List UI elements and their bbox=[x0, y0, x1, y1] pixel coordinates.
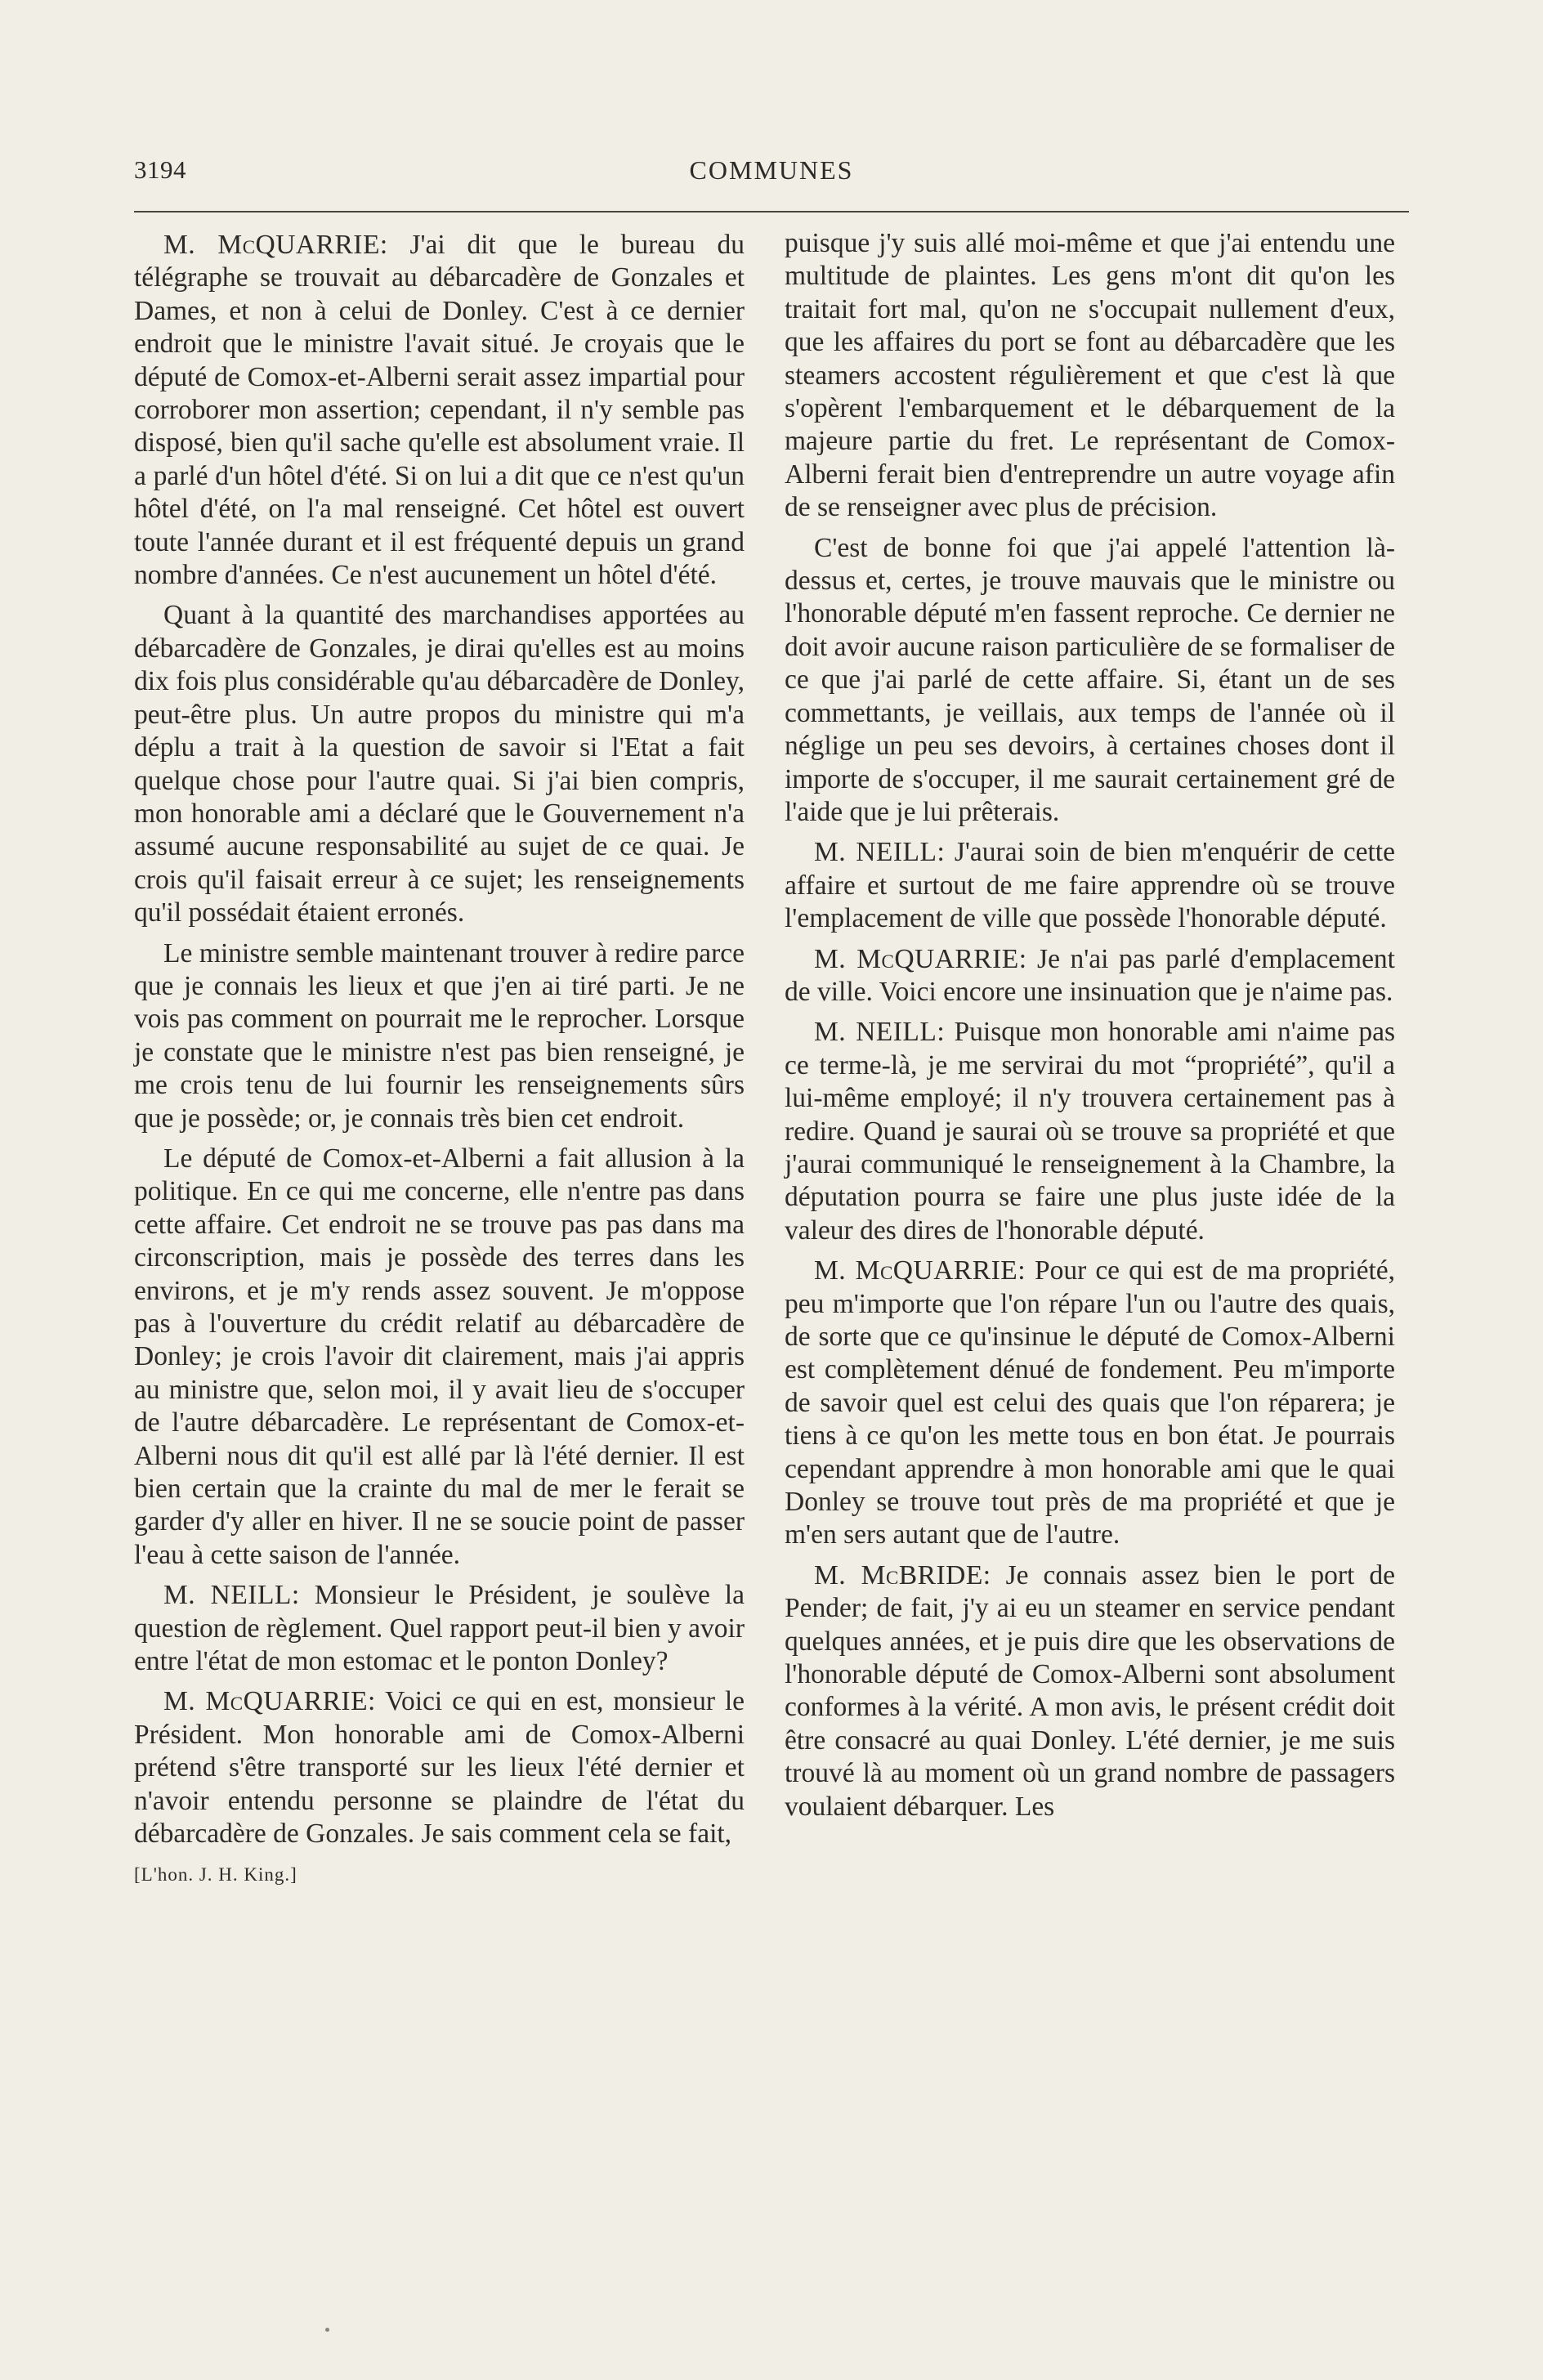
left-column bbox=[134, 229, 745, 1899]
paragraph-text: Pour ce qui est de ma propriété, peu m'importe que l'on répare l'un ou l'autre des quais, de sorte que ce qu'insinue le député de Comox-Alberni est complètement dénué de fondement. Peu m'importe de savoir quel est celui des quais que l'on réparera; je tiens à ce qu'on les mette tous en bon état. Je pourrais cependant apprendre à mon honorable ami que le quai Donley se trouve tout près de ma propriété et que je m'en sers autant que de l'autre. bbox=[785, 1255, 1395, 1550]
paragraph: Quant à la quantité des marchandises apportées au débarcadère de Gonzales, je dirai qu'elles est au moins dix fois plus considérable qu'au débarcadère de Donley, peut-être plus. Un autre propos du ministre qui m'a déplu a trait à la question de savoir si l'Etat a fait quelque chose pour l'autre quai. Si j'ai bien compris, mon honorable ami a déclaré que le Gouvernement n'a assumé aucune responsabilité au sujet de ce quai. Je crois qu'il faisait erreur à ce sujet; les renseignements qu'il possédait étaient erronés. bbox=[134, 600, 745, 928]
paragraph: C'est de bonne foi que j'ai appelé l'attention là-dessus et, certes, je trouve mauvais que le ministre ou l'honorable député m'en fassent reproche. Ce dernier ne doit avoir aucune raison particulière de se formaliser de ce que j'ai parlé de cette affaire. Si, étant un de ses commettants, je veillais, aux temps de l'année où il néglige un peu ses devoirs, à certaines choses dont il importe de s'occuper, il me saurait certainement gré de l'aide que je lui prêterais. bbox=[785, 532, 1395, 827]
paragraph bbox=[134, 1579, 745, 1678]
header-rule bbox=[134, 211, 1409, 212]
paragraph-text: J'aurai soin de bien m'enquérir de cette affaire et surtout de me faire apprendre où se trouve l'emplacement de ville que possède l'honorable député. bbox=[785, 837, 1395, 934]
speaker-name: M. McQUARRIE: bbox=[814, 1255, 1026, 1286]
paragraph: Le député de Comox-et-Alberni a fait allusion à la politique. En ce qui me concerne, elle n'entre pas dans cette affaire. Cet endroit ne se trouve pas pas dans ma circonscription, mais je possède des terres dans les environs, et je m'y rends assez souvent. Je m'oppose pas à l'ouverture du crédit relatif au débarcadère de Donley; je crois l'avoir dit clairement, mais j'ai appris au ministre que, selon moi, il y avait lieu de s'occuper de l'autre débarcadère. Le représentant de Comox-et-Alberni nous dit qu'il est allé par là l'été dernier. Il est bien certain que la crainte du mal de mer le ferait se garder d'y aller en hiver. Il ne se soucie point de passer l'eau à cette saison de l'année. bbox=[134, 1143, 745, 1570]
paragraph-text: J'ai dit que le bureau du télégraphe se trouvait au débarcadère de Gonzales et Dames, et non à celui de Donley. C'est à ce dernier endroit que le ministre l'avait situé. Je croyais que le député de Comox-et-Alberni serait assez impartial pour corroborer mon assertion; cependant, il n'y semble pas disposé, bien qu'il sache qu'elle est absolument vraie. Il a parlé d'un hôtel d'été. Si on lui a dit que ce n'est qu'un hôtel d'été, on l'a mal renseigné. Cet hôtel est ouvert toute l'année durant et il est fréquenté depuis un grand nombre d'années. Ce n'est aucunement un hôtel d'été. bbox=[134, 230, 745, 591]
speaker-name: M. NEILL: bbox=[814, 837, 946, 868]
paragraph bbox=[785, 836, 1395, 935]
right-column bbox=[785, 227, 1395, 1831]
paragraph-text: Monsieur le Président, je soulève la question de règlement. Quel rapport peut-il bien y avoir entre l'état de mon estomac et le ponton Donley? bbox=[134, 1580, 745, 1677]
speaker-name: M. McBRIDE: bbox=[814, 1559, 991, 1590]
speaker-name: M. McQUARRIE: bbox=[814, 943, 1027, 974]
running-head: COMMUNES bbox=[689, 155, 854, 185]
paragraph: Le ministre semble maintenant trouver à redire parce que je connais les lieux et que j'en ai tiré parti. Je ne vois pas comment on pourrait me le reprocher. Lorsque je constate que le ministre n'est pas bien renseigné, je me crois tenu de lui fournir les renseignements sûrs que je possède; or, je connais très bien cet endroit. bbox=[134, 937, 745, 1134]
paragraph: puisque j'y suis allé moi-même et que j'ai entendu une multitude de plaintes. Les gens m'ont dit qu'on les traitait fort mal, qu'on ne s'occupait nullement d'eux, que les affaires du port se font au débarcadère que les steamers accostent régulièrement et que c'est là que s'opèrent l'embarquement et le débarquement de la majeure partie du fret. Le représentant de Comox-Alberni ferait bien d'entreprendre un autre voyage afin de se renseigner avec plus de précision. bbox=[785, 228, 1395, 523]
paragraph bbox=[134, 229, 745, 592]
paragraph-text: Voici ce qui en est, monsieur le Président. Mon honorable ami de Comox-Alberni prétend s'être transporté sur les lieux l'été dernier et n'avoir entendu personne se plaindre de l'état du débarcadère de Gonzales. Je sais comment cela se fait, bbox=[134, 1686, 745, 1850]
paragraph-text: Puisque mon honorable ami n'aime pas ce terme-là, je me servirai du mot “propriété”, qu'il a lui-même employé; il n'y trouvera certainement pas à redire. Quand je saurai où se trouve sa propriété et que j'aurai communiqué le renseignement à la Chambre, la députation pourra se faire une plus juste idée de la valeur des dires de l'honorable député. bbox=[785, 1017, 1395, 1246]
footer-note: [L'hon. J. H. King.] bbox=[134, 1863, 297, 1885]
speaker-name: M. NEILL: bbox=[814, 1017, 946, 1048]
page-header bbox=[134, 155, 1409, 196]
speaker-name: M. McQUARRIE: bbox=[163, 230, 388, 260]
paragraph bbox=[785, 943, 1395, 1009]
speaker-name: M. McQUARRIE: bbox=[163, 1686, 376, 1717]
paragraph-text: Je connais assez bien le port de Pender; de fait, j'y ai eu un steamer en service pendant quelques années, et je puis dire que les observations de l'honorable député de Comox-Alberni sont absolument conformes à la vérité. A mon avis, le présent crédit doit être consacré au quai Donley. L'été dernier, je me suis trouvé là au moment où un grand nombre de passagers voulaient débarquer. Les bbox=[785, 1559, 1395, 1822]
ink-speck bbox=[325, 2328, 329, 2332]
paragraph bbox=[785, 1559, 1395, 1823]
paragraph bbox=[785, 1016, 1395, 1247]
paragraph-text: Je n'ai pas parlé d'emplacement de ville. Voici encore une insinuation que je n'aime pas. bbox=[785, 943, 1395, 1007]
speaker-name: M. NEILL: bbox=[163, 1580, 300, 1611]
page-number: 3194 bbox=[134, 155, 186, 184]
paragraph bbox=[134, 1685, 745, 1850]
paragraph bbox=[785, 1255, 1395, 1552]
